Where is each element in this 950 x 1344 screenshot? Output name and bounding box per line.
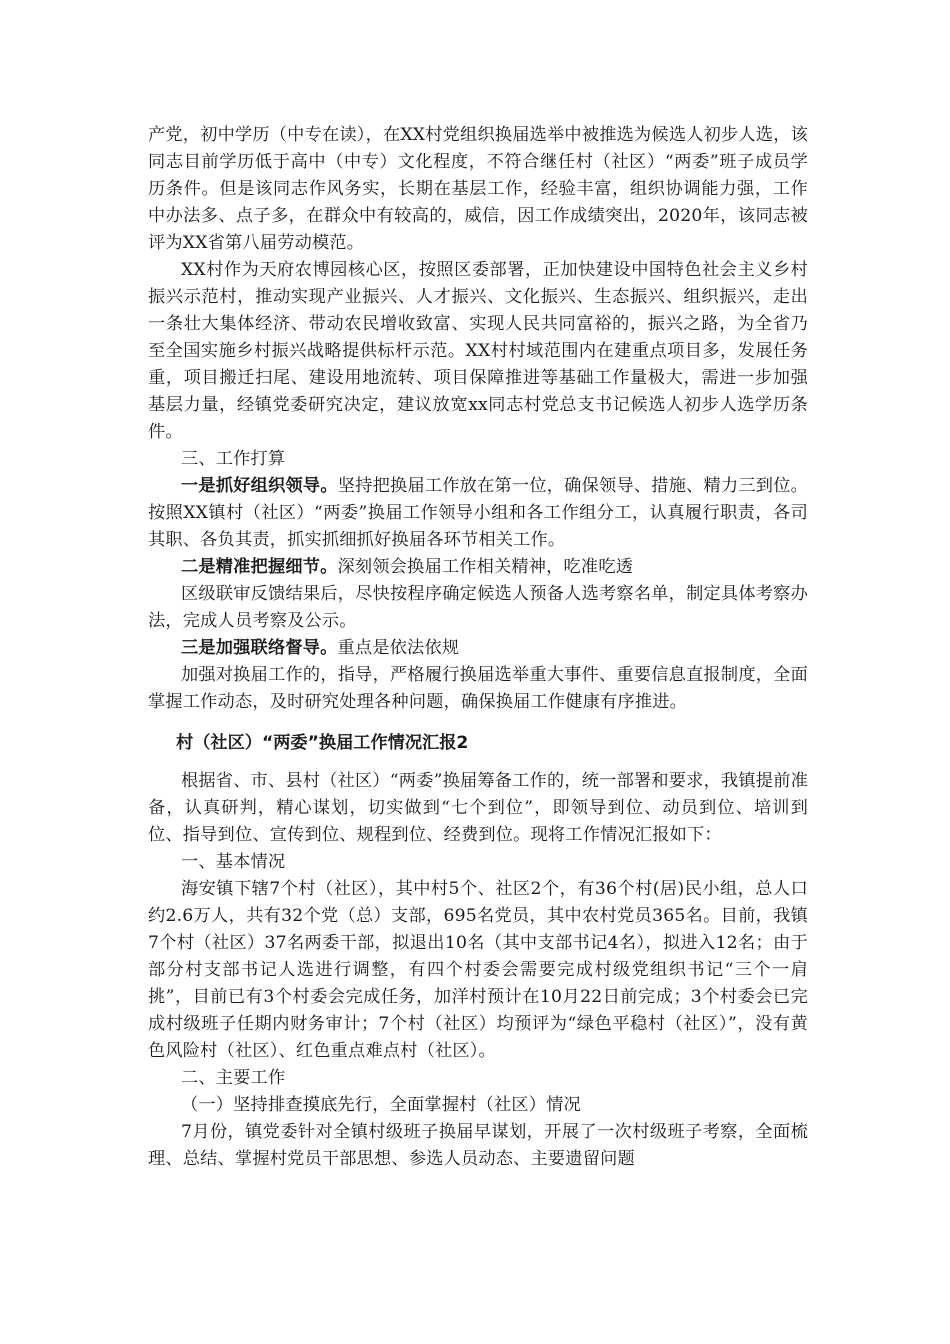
plan-item-3 xyxy=(148,635,808,662)
subsection-heading: （一）坚持排查摸底先行，全面掌握村（社区）情况 xyxy=(181,1095,581,1115)
plan-item-2 xyxy=(148,554,808,581)
plan-item-lead: 一是抓好组织领导。 xyxy=(181,476,338,496)
plan-item-text: 坚持把换届工作放在第一位，确保领导、措施、精力三到位。按照XX镇村（社区）“两委”换届工作领导小组和各工作组分工，认真履行职责，各司其职、各负其责，抓实抓细抓好换届各环节相关工作。 xyxy=(148,476,808,550)
report-title: 村（社区）“两委”换届工作情况汇报2 xyxy=(176,733,469,753)
plan-item-lead: 三是加强联络督导。 xyxy=(181,638,338,658)
paragraph: 7月份，镇党委针对全镇村级班子换届早谋划，开展了一次村级班子考察，全面梳理、总结、掌握村党员干部思想、参选人员动态、主要遗留问题 xyxy=(148,1122,808,1169)
section-heading: 三、工作打算 xyxy=(181,449,286,469)
paragraph: XX村作为天府农博园核心区，按照区委部署，正加快建设中国特色社会主义乡村振兴示范村，推动实现产业振兴、人才振兴、文化振兴、生态振兴、组织振兴，走出一条壮大集体经济、带动农民增收致富、实现人民共同富裕的，振兴之路，为全省乃至全国实施乡村振兴战略提供标杆示范。XX村村域范围内在建重点项目多，发展任务重，项目搬迁扫尾、建设用地流转、项目保障推进等基础工作量极大，需进一步加强基层力量，经镇党委研究决定，建议放宽xx同志村党总支书记候选人初步人选学历条件。 xyxy=(148,260,808,442)
plan-item-text: 深刻领会换届工作相关精神，吃准吃透 xyxy=(337,557,634,577)
paragraph: 加强对换届工作的，指导，严格履行换届选举重大事件、重要信息直报制度，全面掌握工作动态，及时研究处理各种问题，确保换届工作健康有序推进。 xyxy=(148,665,808,712)
plan-item-lead: 二是精准把握细节。 xyxy=(181,557,338,577)
section-heading: 一、基本情况 xyxy=(181,852,286,872)
plan-item-text: 重点是依法依规 xyxy=(337,638,460,658)
document-body xyxy=(148,122,808,1173)
paragraph: 区级联审反馈结果后，尽快按程序确定候选人预备人选考察名单，制定具体考察办法，完成人员考察及公示。 xyxy=(148,584,808,631)
paragraph: 产党，初中学历（中专在读），在XX村党组织换届选举中被推选为候选人初步人选，该同志目前学历低于高中（中专）文化程度，不符合继任村（社区）“两委”班子成员学历条件。但是该同志作风务实，长期在基层工作，经验丰富，组织协调能力强，工作中办法多、点子多，在群众中有较高的，威信，因工作成绩突出，2020年，该同志被评为XX省第八届劳动模范。 xyxy=(148,125,808,253)
plan-item-1 xyxy=(148,473,808,554)
paragraph: 海安镇下辖7个村（社区），其中村5个、社区2个，有36个村(居)民小组，总人口约2.6万人，共有32个党（总）支部，695名党员，其中农村党员365名。目前，我镇7个村（社区）37名两委干部，拟退出10名（其中支部书记4名），拟进入12名；由于部分村支部书记人选进行调整，有四个村委会需要完成村级党组织书记“三个一肩挑”，目前已有3个村委会完成任务，加洋村预计在10月22日前完成；3个村委会已完成村级班子任期内财务审计；7个村（社区）均预评为“绿色平稳村（社区）”，没有黄色风险村（社区）、红色重点难点村（社区）。 xyxy=(148,879,808,1061)
section-heading: 二、主要工作 xyxy=(181,1068,286,1088)
paragraph: 根据省、市、县村（社区）“两委”换届筹备工作的，统一部署和要求，我镇提前准备，认真研判，精心谋划，切实做到“七个到位”，即领导到位、动员到位、培训到位、指导到位、宣传到位、规程到位、经费到位。现将工作情况汇报如下： xyxy=(148,771,808,845)
